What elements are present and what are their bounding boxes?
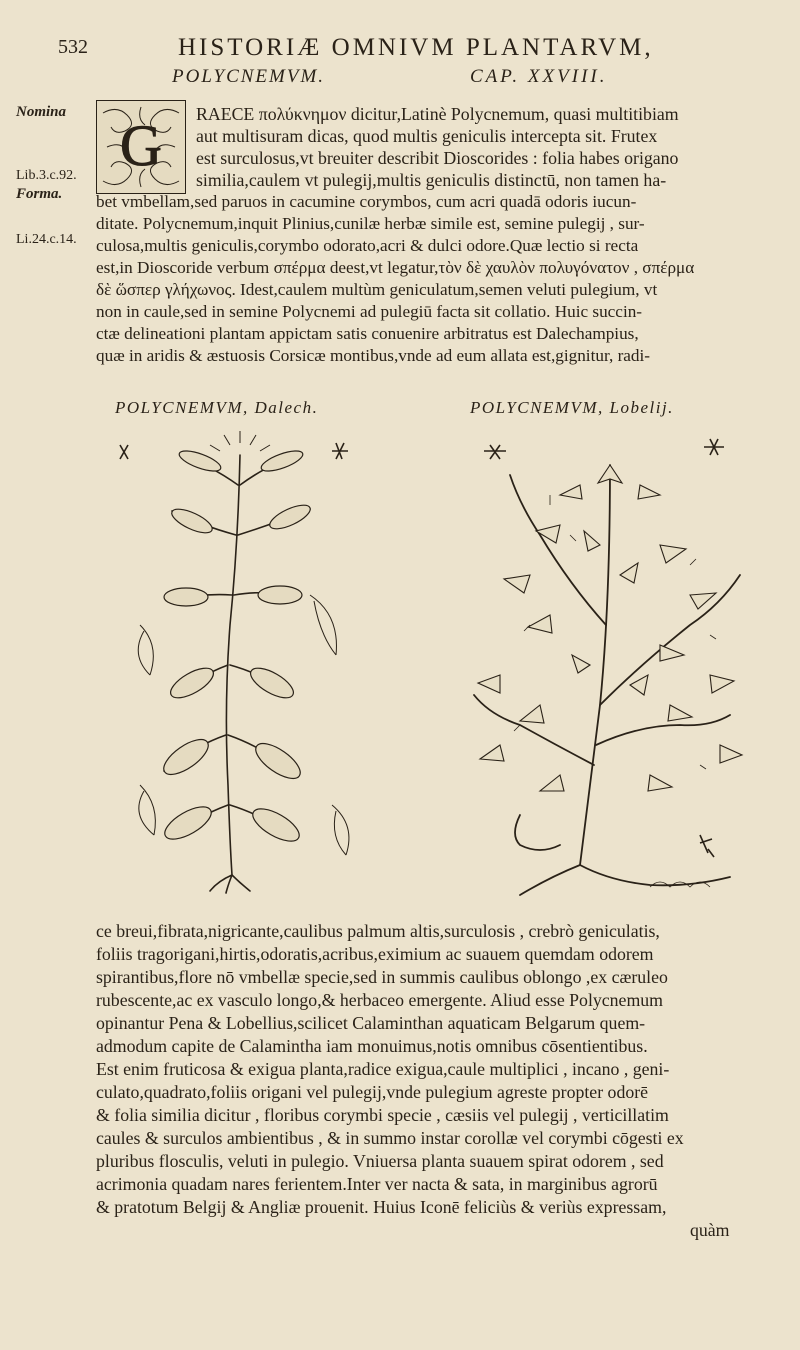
running-head bbox=[58, 34, 738, 64]
text-line: caules & surculos ambientibus , & in summo instar corollæ vel corymbi cōgesti ex bbox=[96, 1128, 684, 1148]
figure-caption-left: POLYCNEMVM, Dalech. bbox=[115, 398, 319, 417]
text-line: & pratotum Belgij & Angliæ prouenit. Huius Iconē feliciùs & veriùs expressam, bbox=[96, 1197, 667, 1217]
text-line: ctæ delineationi plantam appictam satis conuenire arbitratus est Dalechampius, bbox=[96, 324, 639, 343]
text-line: culato,quadrato,foliis origani vel pulegij,vnde pulegium agreste propter odorē bbox=[96, 1082, 649, 1102]
text-line: quæ in aridis & æstuosis Corsicæ montibus,vnde ad eum allata est,gignitur, radi- bbox=[96, 346, 651, 365]
plant-illustration-left bbox=[100, 425, 380, 895]
text-line: similia,caulem vt pulegij,multis geniculis distinctū, non tamen ha- bbox=[196, 170, 667, 190]
margin-note-reference-1: Lib.3.c.92. bbox=[16, 168, 77, 183]
initial-letter: G bbox=[120, 113, 162, 178]
text-line: Est enim fruticosa & exigua planta,radice exigua,caule multiplici , incano , geni- bbox=[96, 1059, 670, 1079]
catchword: quàm bbox=[690, 1220, 730, 1240]
chapter-title: POLYCNEMVM. bbox=[172, 66, 326, 87]
figure-caption-right: POLYCNEMVM, Lobelij. bbox=[470, 398, 674, 417]
margin-note-nomina: Nomina bbox=[16, 104, 67, 120]
text-line: & folia similia dicitur , floribus corymbi specie , cæsiis vel pulegij , verticillatim bbox=[96, 1105, 669, 1125]
chapter-number: CAP. XXVIII. bbox=[470, 66, 608, 87]
plant-illustration-right bbox=[460, 425, 760, 905]
text-line: foliis tragorigani,hirtis,odoratis,acribus,eximium ac suauem quemdam odorem bbox=[96, 944, 654, 964]
text-line: est surculosus,vt breuiter describit Dioscorides : folia habes origano bbox=[196, 148, 679, 168]
text-line: pluribus flosculis, veluti in pulegio. Vniuersa planta suauem spirat odorem , sed bbox=[96, 1151, 664, 1171]
text-line: spirantibus,flore nō vmbellæ specie,sed in summis caulibus oblongo ,ex cæruleo bbox=[96, 967, 668, 987]
text-line: ce breui,fibrata,nigricante,caulibus palmum altis,surculosis , crebrò geniculatis, bbox=[96, 921, 660, 941]
text-line: δὲ ὥσπερ γλήχωνος. Idest,caulem multùm geniculatum,semen veluti pulegium, vt bbox=[96, 280, 658, 299]
chapter-heading bbox=[0, 66, 800, 92]
margin-note-forma: Forma. bbox=[16, 186, 63, 202]
text-line: non in caule,sed in semine Polycnemi ad pulegiū facta sit collatio. Huic succin- bbox=[96, 302, 643, 321]
text-line: opinantur Pena & Lobellius,scilicet Calaminthan aquaticam Belgarum quem- bbox=[96, 1013, 646, 1033]
text-line: bet vmbellam,sed paruos in cacumine corymbos, cum acri quadā odoris iucun- bbox=[96, 192, 637, 211]
text-line: admodum capite de Calamintha iam monuimus,notis omnibus cōsentientibus. bbox=[96, 1036, 648, 1056]
woodcut-polycnemum-lobel bbox=[460, 425, 760, 905]
decorated-initial bbox=[96, 100, 186, 194]
running-title: HISTORIÆ OMNIVM PLANTARVM, bbox=[178, 34, 654, 61]
text-line: RAECE πολύκνημον dicitur,Latinè Polycnemum, quasi multitibiam bbox=[196, 104, 679, 124]
text-line: rubescente,ac ex vasculo longo,& herbaceo emergente. Aliud esse Polycnemum bbox=[96, 990, 664, 1010]
text-line: culosa,multis geniculis,corymbo odorato,acri & dulci odore.Quæ lectio si recta bbox=[96, 236, 639, 255]
page-number: 532 bbox=[58, 36, 88, 58]
text-line: ditate. Polycnemum,inquit Plinius,cunilæ herbæ simile est, semine pulegij , sur- bbox=[96, 214, 645, 233]
text-line: acrimonia quadam nares ferientem.Inter ver nacta & sata, in marginibus agrorū bbox=[96, 1174, 658, 1194]
woodcut-polycnemum-dalechamp bbox=[100, 425, 380, 895]
margin-note-reference-2: Li.24.c.14. bbox=[16, 232, 77, 247]
decorated-initial-ornament bbox=[97, 101, 185, 193]
text-line: aut multisuram dicas, quod multis geniculis intercepta sit. Frutex bbox=[196, 126, 658, 146]
text-line: est,in Dioscoride verbum σπέρμα deest,vt legatur,τὸν δὲ χαυλὸν πολυγόνατον , σπέρμα bbox=[96, 258, 695, 277]
